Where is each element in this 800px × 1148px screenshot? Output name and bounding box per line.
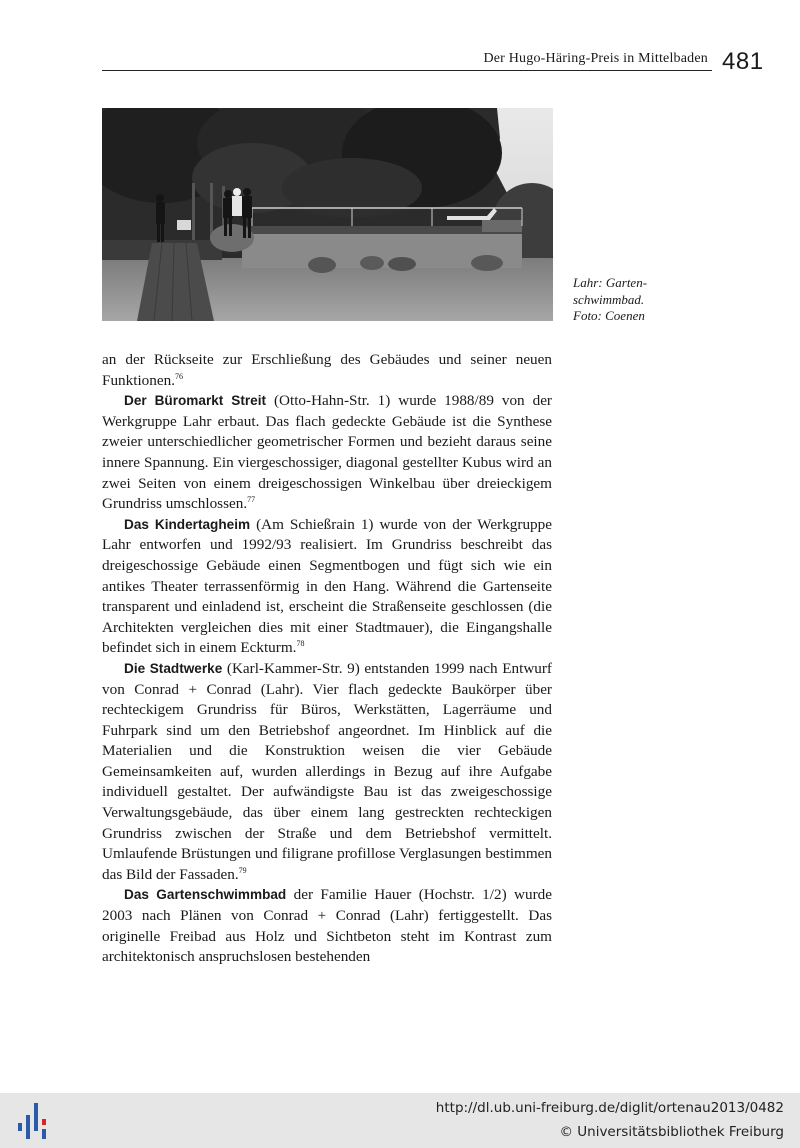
footnote-marker: 78 <box>296 639 305 649</box>
paragraph <box>102 350 552 391</box>
running-title: Der Hugo-Häring-Preis in Mittelbaden <box>483 51 708 66</box>
copyright-notice: © Universitätsbibliothek Freiburg <box>559 1124 784 1140</box>
caption-line: schwimmbad. <box>573 291 645 307</box>
ub-freiburg-logo-icon <box>16 1101 52 1141</box>
paragraph-text: an der Rückseite zur Erschließung des Gebäudes und seiner neuen Funktionen. <box>102 351 552 389</box>
footer-bar <box>0 1093 800 1148</box>
footnote-marker: 77 <box>247 495 256 505</box>
caption-line: Lahr: Garten- <box>573 275 648 290</box>
paragraph <box>102 515 552 659</box>
paragraph <box>102 391 552 515</box>
paragraph-text: (Karl-Kammer-Str. 9) entstanden 1999 nach Entwurf von Conrad + Conrad (Lahr). Vier flach gedeckte Baukörper über rechteckigem Grundriss für Büros, Werkstätten, Lagerräume und Fuhrpark sind um den Betriebshof angeordnet. Im Hinblick auf die Materialien und die Konstruktion weisen die vier Gebäude Gemeinsamkeiten auf, wurden allerdings in Bezug auf ihre Aufgabe individuell gestaltet. Der aufwändigste Bau ist das zweigeschossige Verwaltungsgebäude, das über einem lang gestreckten rechteckigen Grundriss zwischen der Straße und dem Betriebshof vermittelt. Umlaufende Brüstungen und filigrane profillose Verglasungen bestimmen das Bild der Fassaden. <box>102 659 552 883</box>
page-number: 481 <box>722 48 764 75</box>
paragraph-lead: Das Kindertagheim <box>124 516 251 532</box>
paragraph <box>102 659 552 886</box>
paragraph-lead: Die Stadtwerke <box>124 660 223 676</box>
footnote-marker: 76 <box>175 371 183 381</box>
photo-illustration <box>102 108 553 321</box>
body-text <box>102 350 552 968</box>
paragraph-text: der Familie Hauer (Hochstr. 1/2) wurde 2003 nach Plänen von Conrad + Conrad (Lahr) fertiggestellt. Das originelle Freibad aus Holz und Sichtbeton steht im Kontrast zum architektonisch anspruchslosen bestehenden <box>102 886 552 966</box>
paragraph <box>102 885 552 967</box>
footnote-marker: 79 <box>238 865 247 875</box>
caption-line: Foto: Coenen <box>573 308 645 323</box>
paragraph-text: (Am Schießrain 1) wurde von der Werkgruppe Lahr entworfen und 1992/93 realisiert. Im Grundriss beschreibt das dreigeschossige Gebäude einen Segmentbogen und fügt sich wie ein antikes Theater terrassenförmig in den Hang. Während die Gartenseite transparent und einladend ist, erscheint die Straßenseite geschlossen (die Architekten vergleichen dies mit einer Stadtmauer), die Eingangshalle befindet sich in einem Eckturm. <box>102 515 552 657</box>
figure-caption <box>573 275 703 325</box>
paragraph-lead: Der Büromarkt Streit <box>124 393 267 409</box>
paragraph-text: (Otto-Hahn-Str. 1) wurde 1988/89 von der Werkgruppe Lahr erbaut. Das flach gedeckte Gebäude ist die Synthese zweier unterschiedlicher geometrischer Formen und bezieht daraus seine innere Spannung. Ein viergeschossiger, diagonal gestellter Kubus wird an zwei Seiten von einem dreigeschossigen Winkelbau über dreieckigem Grundriss umschlossen. <box>102 392 552 513</box>
running-head <box>102 48 712 71</box>
garden-pool-photo <box>102 108 553 321</box>
paragraph-lead: Das Gartenschwimmbad <box>124 887 287 903</box>
source-url-link[interactable]: http://dl.ub.uni-freiburg.de/diglit/ortenau2013/0482 <box>435 1100 784 1116</box>
